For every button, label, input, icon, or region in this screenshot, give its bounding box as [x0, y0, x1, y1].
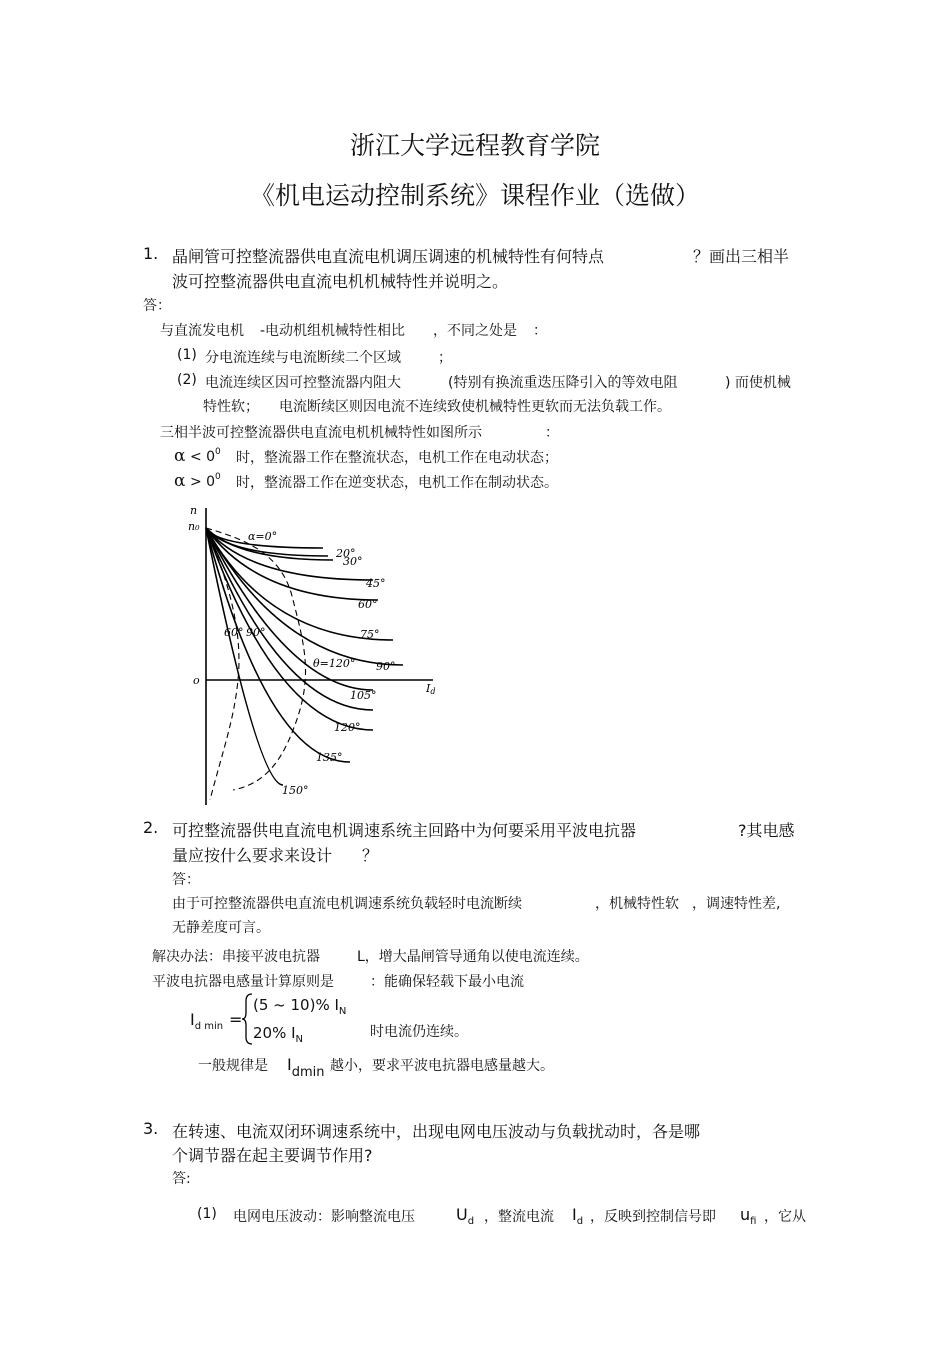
q1-answer-label: 答：: [143, 298, 171, 314]
curve-label-20: 20°: [336, 547, 356, 560]
q3-answer-label: 答:: [172, 1171, 191, 1187]
q3-ufi: $u_{fi}$: [740, 1205, 757, 1227]
figure-n0-label: n₀: [188, 520, 200, 533]
q1-p1b: -电动机组机械特性相比: [260, 323, 406, 339]
formula-case1: (5 ~ 10)% $I_N$: [253, 996, 347, 1017]
dashed-label-60: 60°: [224, 626, 244, 639]
q3-item1a: 电网电压波动：影响整流电压: [233, 1209, 415, 1225]
q3-line1: 在转速、电流双闭环调速系统中，出现电网电压波动与负载扰动时，各是哪: [172, 1122, 701, 1141]
q2-line2a: 量应按什么要求来设计: [172, 846, 333, 865]
q1-p2b: ：: [545, 425, 559, 441]
curve-label-60: 60°: [358, 598, 378, 611]
mechanical-characteristics-figure: [188, 500, 450, 810]
q2-p3a: 平波电抗器电感量计算原则是: [152, 974, 334, 990]
curve-label-90: 90°: [376, 660, 396, 673]
formula-tail: 时电流仍连续。: [370, 1024, 468, 1040]
curve-label-75: 75°: [360, 628, 380, 641]
q3-item1d: ，它从: [764, 1209, 806, 1225]
q1-item1: 分电流连续与电流断续二个区域: [205, 350, 401, 366]
curve-label-alpha0: α=0°: [248, 530, 278, 543]
q1-p2a: 三相半波可控整流器供电直流电机机械特性如图所示: [160, 425, 482, 441]
q1-condition2-text: 时，整流器工作在逆变状态，电机工作在制动状态。: [236, 475, 558, 491]
page-title: 浙江大学远程教育学院: [349, 131, 600, 160]
q2-p4-idmin: $I_{dmin}$: [287, 1055, 325, 1080]
q1-item2-num: (2): [177, 372, 197, 388]
q1-item1-end: ；: [438, 350, 452, 366]
q1-item2e: 电流断续区则因电流不连续致使机械特性更软而无法负载工作。: [279, 399, 671, 415]
curve-label-135: 135°: [316, 751, 343, 764]
q1-item1-num: (1): [177, 347, 197, 363]
q1-line2: 波可控整流器供电直流电机机械特性并说明之。: [172, 272, 509, 291]
q1-p1a: 与直流发电机: [160, 323, 244, 339]
q2-answer-label: 答：: [172, 872, 200, 888]
q3-id: $I_d$: [572, 1205, 584, 1227]
curve-label-30: 30°: [343, 555, 363, 568]
q2-p1b: ，机械特性软: [595, 896, 679, 912]
q1-condition1-text: 时，整流器工作在整流状态，电机工作在电动状态；: [236, 450, 558, 466]
q1-condition2: $\alpha > 0^0$: [174, 471, 221, 491]
q1-line1a: 晶闸管可控整流器供电直流电机调压调速的机械特性有何特点: [172, 247, 605, 266]
curve-label-150: 150°: [282, 784, 309, 797]
q1-item2a: 电流连续区因可控整流器内阻大: [205, 375, 401, 391]
curve-label-105: 105°: [350, 689, 377, 702]
curve-label-theta120: θ=120°: [313, 657, 356, 670]
q2-line1b: ?其电感: [738, 821, 795, 840]
course-title: 《机电运动控制系统》课程作业（选做）: [249, 181, 700, 210]
q1-p1d: ：: [533, 323, 547, 339]
formula-case2: 20% $I_N$: [253, 1024, 304, 1045]
figure-origin-label: o: [193, 674, 200, 687]
q1-line1b: ？画出三相半: [693, 247, 790, 266]
q1-item2c: ) 而使机械: [725, 375, 791, 391]
q1-item2b: (特别有换流重迭压降引入的等效电阻: [448, 375, 678, 391]
q2-p3b: ：能确保轻载下最小电流: [370, 974, 524, 990]
q1-number: 1.: [143, 244, 159, 263]
q2-number: 2.: [143, 818, 159, 837]
q1-condition1: $\alpha < 0^0$: [174, 446, 221, 466]
curve-label-120: 120°: [334, 721, 361, 734]
q2-line1a: 可控整流器供电直流电机调速系统主回路中为何要采用平波电抗器: [172, 821, 637, 840]
q2-p4a: 一般规律是: [198, 1058, 268, 1074]
curve-label-45: 45°: [366, 577, 386, 590]
q2-p4b: 越小，要求平波电抗器电感量越大。: [330, 1058, 554, 1074]
dashed-label-90: 90°: [246, 626, 266, 639]
q3-item1c: ，反映到控制信号即: [590, 1209, 716, 1225]
q3-ud: $U_d$: [456, 1205, 475, 1227]
figure-y-axis-label: n: [190, 504, 198, 517]
q1-p1c: ，不同之处是: [433, 323, 517, 339]
q3-item1-num: (1): [197, 1206, 217, 1222]
q2-p2a: 解决办法：串接平波电抗器: [152, 949, 320, 965]
q2-p1d: 无静差度可言。: [172, 920, 270, 936]
q3-item1b: ，整流电流: [484, 1209, 554, 1225]
formula-brace: [241, 993, 253, 1045]
formula-equals: =: [229, 1010, 243, 1029]
q1-item2d: 特性软；: [203, 399, 259, 415]
q2-p1c: ，调速特性差,: [692, 896, 781, 912]
figure-x-axis-label: Id: [426, 682, 436, 696]
q2-line2b: ？: [362, 846, 379, 865]
q2-p2b: L，增大晶闸管导通角以使电流连续。: [357, 949, 589, 965]
q2-p1a: 由于可控整流器供电直流电机调速系统负载轻时电流断续: [172, 896, 522, 912]
q3-number: 3.: [143, 1119, 159, 1138]
q3-line2: 个调节器在起主要调节作用?: [172, 1146, 373, 1165]
formula-idmin: $I_{d min}$: [190, 1010, 224, 1032]
